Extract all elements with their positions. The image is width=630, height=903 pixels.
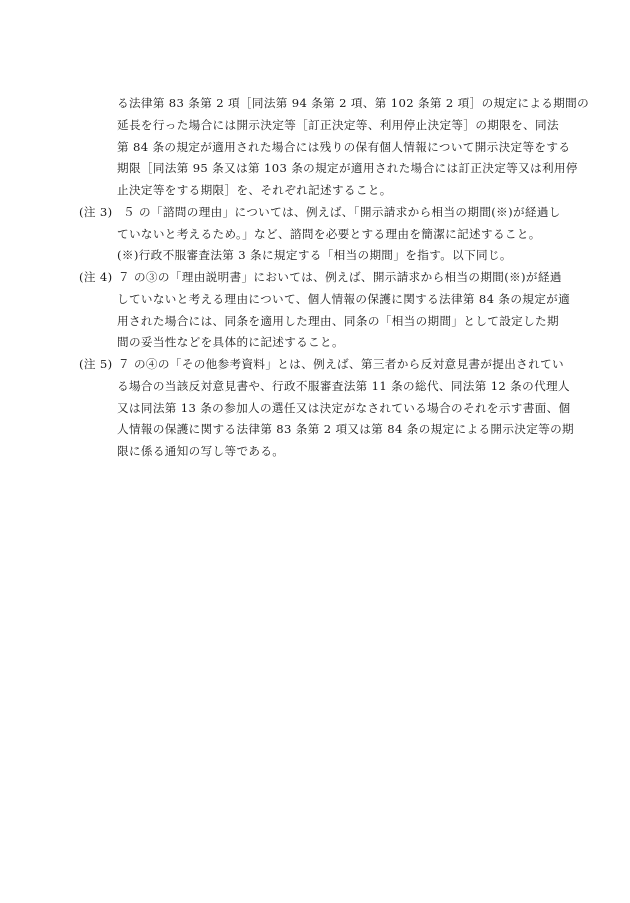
note3-line-2: ていないと考えるため。」など、諮問を必要とする理由を簡潔に記述すること。 bbox=[117, 227, 541, 241]
note4-line-4: 間の妥当性などを具体的に記述すること。 bbox=[117, 335, 344, 349]
note5-line-5: 限に係る通知の写し等である。 bbox=[117, 444, 285, 458]
continuation-line-4: 期限［同法第 95 条又は第 103 条の規定が適用された場合には訂正決定等又は利用停 bbox=[117, 161, 578, 175]
note4-line-2: していないと考える理由について、個人情報の保護に関する法律第 84 条の規定が適 bbox=[117, 292, 571, 306]
note4-line-3: 用された場合には、同条を適用した理由、同条の「相当の期間」として設定した期 bbox=[117, 314, 559, 328]
continuation-line-5: 止決定等をする期限］を、それぞれ記述すること。 bbox=[117, 183, 392, 197]
note5-line-4: 人情報の保護に関する法律第 83 条第 2 項又は第 84 条の規定による開示決定等の期 bbox=[117, 422, 574, 436]
note5-line-3: 又は同法第 13 条の参加人の選任又は決定がなされている場合のそれを示す書面、個 bbox=[117, 401, 571, 415]
note5-line-1: ７ の④の「その他参考資料」とは、例えば、第三者から反対意見書が提出されてい bbox=[118, 357, 564, 371]
continuation-line-2: 延長を行った場合には開示決定等［訂正決定等、利用停止決定等］の期限を、同法 bbox=[117, 118, 559, 132]
continuation-line-3: 第 84 条の規定が適用された場合には残りの保有個人情報について開示決定等をする bbox=[117, 140, 571, 154]
note5-line-2: る場合の当該反対意見書や、行政不服審査法第 11 条の総代、同法第 12 条の代理人 bbox=[117, 379, 570, 393]
continuation-line-1: る法律第 83 条第 2 項［同法第 94 条第 2 項、第 102 条第 2 項］の規定による期間の bbox=[117, 96, 590, 110]
note5-label: (注 5) bbox=[79, 357, 113, 371]
note3-line-3: (※)行政不服審査法第 3 条に規定する「相当の期間」を指す。以下同じ。 bbox=[117, 248, 512, 262]
note4-line-1: ７ の③の「理由説明書」においては、例えば、開示請求から相当の期間(※)が経過 bbox=[118, 270, 562, 284]
note3-line-1: ５ の「諮問の理由」については、例えば、「開示請求から相当の期間(※)が経過し bbox=[123, 205, 561, 219]
note4-label: (注 4) bbox=[79, 270, 113, 284]
note3-label: (注 3) bbox=[79, 205, 113, 219]
